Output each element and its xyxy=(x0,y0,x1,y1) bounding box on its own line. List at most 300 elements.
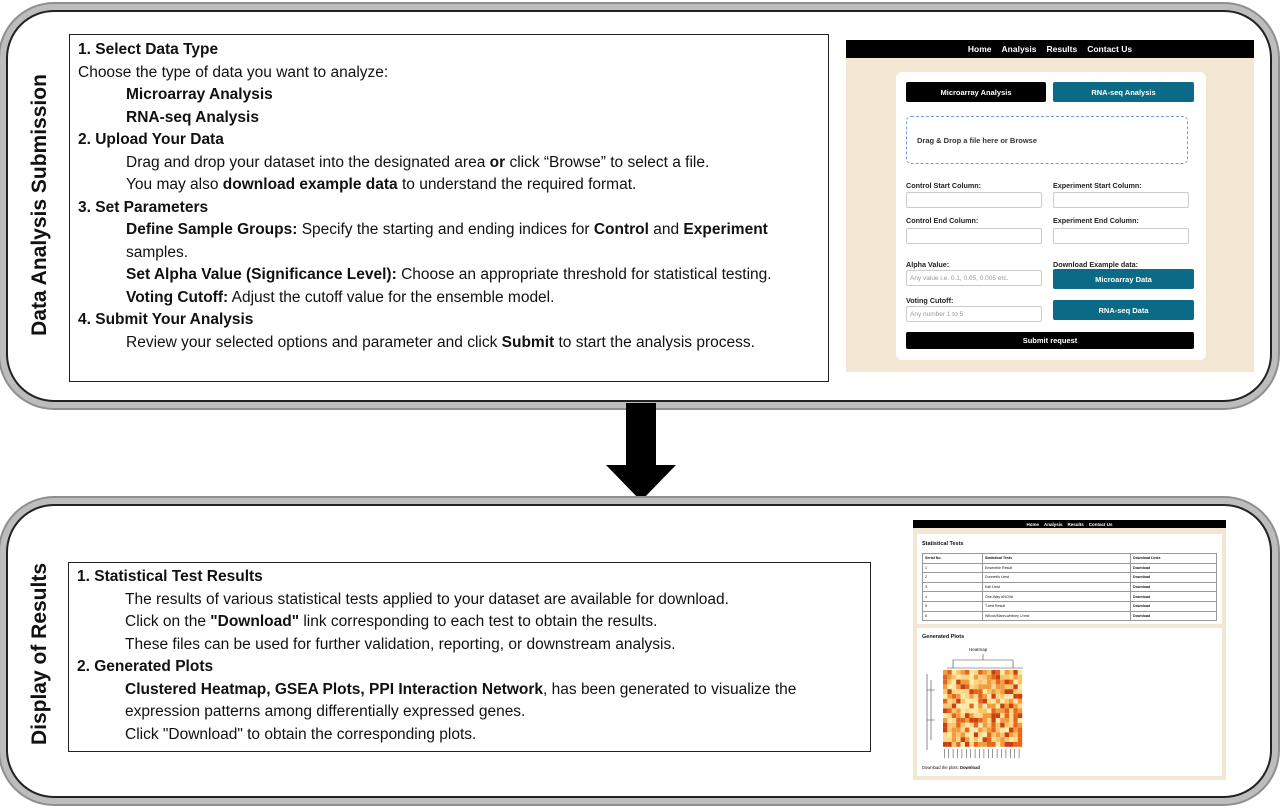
heatmap-cell xyxy=(987,728,991,733)
heatmap-cell xyxy=(1013,713,1017,718)
heatmap-cell xyxy=(969,699,973,704)
option-microarray: Microarray Analysis xyxy=(126,86,273,103)
plots-title: Generated Plots xyxy=(922,634,965,640)
heatmap-cell xyxy=(1018,732,1022,737)
heatmap-column-label xyxy=(1014,749,1015,758)
heatmap-cell xyxy=(1013,742,1017,747)
heatmap-cell xyxy=(1009,742,1013,747)
heatmap-cell xyxy=(961,684,965,689)
heatmap-cell xyxy=(952,728,956,733)
heatmap-image xyxy=(923,650,1038,760)
upload-line-1: Drag and drop your dataset into the designated area or click “Browse” to select a file. xyxy=(126,153,710,171)
heatmap-cell xyxy=(969,737,973,742)
download-link[interactable]: Download xyxy=(1131,601,1217,611)
sample-groups-text: Define Sample Groups: Specify the starting and ending indices for Control and Experiment samples. xyxy=(126,221,768,261)
heatmap-cell xyxy=(943,728,947,733)
heatmap-cell xyxy=(991,704,995,709)
heatmap-cell xyxy=(1000,670,1004,675)
heatmap-cell xyxy=(1005,737,1009,742)
file-dropzone[interactable]: Drag & Drop a file here or Browse xyxy=(906,116,1188,164)
heatmap-cell xyxy=(1018,699,1022,704)
heatmap-cell xyxy=(952,694,956,699)
heatmap-cell xyxy=(952,742,956,747)
heatmap-cell xyxy=(952,670,956,675)
panel-title-submission: Data Analysis Submission xyxy=(28,74,51,336)
heatmap-cell xyxy=(1009,713,1013,718)
heatmap-cell xyxy=(965,675,969,680)
heatmap-cell xyxy=(991,728,995,733)
stat-tests-table xyxy=(922,553,1217,621)
heatmap-cell xyxy=(996,694,1000,699)
heatmap-cell xyxy=(983,713,987,718)
table-row: 4 One-Way ANOVA Download xyxy=(923,592,1217,602)
heatmap-cell xyxy=(996,680,1000,685)
heatmap-cell xyxy=(965,713,969,718)
rnaseq-tab-button[interactable]: RNA-seq Analysis xyxy=(1053,82,1194,102)
heatmap-cell xyxy=(991,694,995,699)
heatmap-cell xyxy=(956,718,960,723)
down-arrow-icon xyxy=(606,403,676,503)
heatmap-cell xyxy=(943,737,947,742)
heatmap-cell xyxy=(991,723,995,728)
heatmap-cell xyxy=(1000,728,1004,733)
heatmap-cell xyxy=(1018,737,1022,742)
heatmap-cell xyxy=(1000,708,1004,713)
heatmap-cell xyxy=(961,723,965,728)
heatmap-cell xyxy=(965,694,969,699)
heatmap-cell xyxy=(956,675,960,680)
experiment-end-input[interactable] xyxy=(1053,228,1189,244)
heatmap-cell xyxy=(1000,713,1004,718)
results-line-1: The results of various statistical tests applied to your dataset are available for download. xyxy=(125,590,729,608)
rnaseq-data-button[interactable]: RNA-seq Data xyxy=(1053,300,1194,320)
heatmap-cell xyxy=(1018,742,1022,747)
heatmap-column-label xyxy=(966,749,967,758)
table-row: 1 Ensemble Result Download xyxy=(923,563,1217,573)
heatmap-cell xyxy=(961,699,965,704)
heatmap-cell xyxy=(983,732,987,737)
control-start-input[interactable] xyxy=(906,192,1042,208)
heatmap-cell xyxy=(974,680,978,685)
heatmap-cell xyxy=(987,713,991,718)
heatmap-cell xyxy=(969,728,973,733)
results-screenshot xyxy=(913,520,1226,780)
heatmap-cell xyxy=(978,737,982,742)
heatmap-cell xyxy=(987,675,991,680)
heatmap-column-label xyxy=(988,749,989,758)
nav-results[interactable]: Results xyxy=(1067,521,1084,527)
heatmap-cell xyxy=(978,694,982,699)
heatmap-cell xyxy=(1009,675,1013,680)
heatmap-cell xyxy=(991,718,995,723)
heatmap-cell xyxy=(996,704,1000,709)
heatmap-cell xyxy=(1005,680,1009,685)
heatmap-column-label xyxy=(975,749,976,758)
heatmap-cell xyxy=(983,742,987,747)
heatmap-cell xyxy=(996,742,1000,747)
heatmap-cell xyxy=(996,737,1000,742)
heatmap-cell xyxy=(1009,732,1013,737)
heatmap-cell xyxy=(956,694,960,699)
heatmap-cell xyxy=(969,713,973,718)
heatmap-column-label xyxy=(953,749,954,758)
heatmap-cell xyxy=(978,708,982,713)
heatmap-cell xyxy=(947,723,951,728)
heatmap-cell xyxy=(996,684,1000,689)
heatmap-cell xyxy=(978,689,982,694)
heatmap-cell xyxy=(1013,718,1017,723)
heatmap-cell xyxy=(947,684,951,689)
heatmap-cell xyxy=(996,713,1000,718)
heatmap-cell xyxy=(987,723,991,728)
form-screenshot xyxy=(846,40,1254,372)
heatmap-cell xyxy=(947,732,951,737)
generated-plots-card xyxy=(917,628,1222,776)
download-plots-text: Download the plots: Download xyxy=(922,765,980,770)
heatmap-cell xyxy=(991,699,995,704)
heatmap-cell xyxy=(1018,680,1022,685)
heatmap-cell xyxy=(961,670,965,675)
heatmap-cell xyxy=(961,708,965,713)
heatmap-cell xyxy=(974,737,978,742)
heatmap-column-label xyxy=(984,749,985,758)
heatmap-cell xyxy=(1013,737,1017,742)
col-download: Download Links xyxy=(1131,554,1217,564)
heatmap-cell xyxy=(1018,723,1022,728)
table-row: 3 Kall t-test Download xyxy=(923,582,1217,592)
heatmap-cell xyxy=(1013,694,1017,699)
heatmap-cell xyxy=(1005,670,1009,675)
heatmap-column-label xyxy=(1006,749,1007,758)
download-link[interactable]: Download xyxy=(1131,563,1217,573)
heatmap-cell xyxy=(947,670,951,675)
heatmap-cell xyxy=(947,694,951,699)
heatmap-cell xyxy=(961,713,965,718)
statistical-tests-card xyxy=(917,534,1222,624)
heatmap-cell xyxy=(1000,675,1004,680)
heatmap-cell xyxy=(983,699,987,704)
heatmap-cell xyxy=(943,732,947,737)
heatmap-cell xyxy=(1009,737,1013,742)
heatmap-cell xyxy=(978,684,982,689)
heatmap-cell xyxy=(965,689,969,694)
heatmap-cell xyxy=(991,684,995,689)
heatmap-cell xyxy=(1009,689,1013,694)
submission-instructions xyxy=(69,34,829,382)
heatmap-cell xyxy=(943,699,947,704)
nav-results[interactable]: Results xyxy=(1046,44,1078,54)
heatmap-cell xyxy=(956,723,960,728)
heatmap-cell xyxy=(969,694,973,699)
heatmap-cell xyxy=(1000,699,1004,704)
table-row: 5 T-test Result Download xyxy=(923,601,1217,611)
heatmap-cell xyxy=(991,680,995,685)
nav-analysis[interactable]: Analysis xyxy=(1043,521,1063,527)
heatmap-cell xyxy=(952,708,956,713)
heatmap-cell xyxy=(996,699,1000,704)
heatmap-cell xyxy=(978,704,982,709)
heatmap-cell xyxy=(978,728,982,733)
heatmap-cell xyxy=(956,684,960,689)
heatmap-cell xyxy=(952,723,956,728)
heatmap-cell xyxy=(974,675,978,680)
heatmap-cell xyxy=(1000,737,1004,742)
heatmap-cell xyxy=(1018,713,1022,718)
heatmap-cell xyxy=(978,675,982,680)
heatmap-cell xyxy=(991,708,995,713)
plots-line-3: Click "Download" to obtain the corresponding plots. xyxy=(125,725,477,743)
voting-input[interactable]: Any number 1 to 5 xyxy=(906,306,1042,322)
heatmap-cell xyxy=(983,675,987,680)
heatmap-column-label xyxy=(962,749,963,758)
heatmap-cell xyxy=(969,689,973,694)
voting-label: Voting Cutoff: xyxy=(906,296,954,305)
experiment-end-label: Experiment End Column: xyxy=(1053,216,1139,225)
download-link[interactable]: Download xyxy=(1131,573,1217,583)
col-tests: Statistical Tests xyxy=(983,554,1131,564)
heatmap-cell xyxy=(956,680,960,685)
nav-contact[interactable]: Contact Us xyxy=(1087,44,1133,54)
heatmap-cell xyxy=(1005,728,1009,733)
heatmap-cell xyxy=(956,742,960,747)
heatmap-cell xyxy=(1013,684,1017,689)
stat-tests-title: Statistical Tests xyxy=(922,541,964,547)
heatmap-cell xyxy=(978,699,982,704)
submit-request-button[interactable]: Submit request xyxy=(906,332,1194,349)
col-serial: Serial No. xyxy=(923,554,983,564)
heatmap-cell xyxy=(1005,723,1009,728)
heatmap-cell xyxy=(974,728,978,733)
heatmap-cell xyxy=(943,723,947,728)
heatmap-cell xyxy=(983,694,987,699)
heatmap-column-label xyxy=(1001,749,1002,758)
heatmap-cell xyxy=(1000,718,1004,723)
heatmap-cell xyxy=(952,680,956,685)
table-row: 2 Dunnett's t-test Download xyxy=(923,573,1217,583)
download-link[interactable]: Download xyxy=(1131,592,1217,602)
heatmap-cell xyxy=(987,684,991,689)
heatmap-cell xyxy=(969,723,973,728)
heatmap-cell xyxy=(987,699,991,704)
step-heading: 3. Set Parameters xyxy=(78,198,209,216)
heatmap-cell xyxy=(947,708,951,713)
heatmap-cell xyxy=(952,718,956,723)
heatmap-cell xyxy=(1005,718,1009,723)
heatmap-cell xyxy=(952,689,956,694)
heatmap-cell xyxy=(1018,708,1022,713)
heatmap-cell xyxy=(996,728,1000,733)
heatmap-cell xyxy=(965,670,969,675)
step-heading: 4. Submit Your Analysis xyxy=(78,311,254,328)
nav-home[interactable]: Home xyxy=(1026,521,1039,527)
microarray-tab-button[interactable]: Microarray Analysis xyxy=(906,82,1046,102)
heatmap-cell xyxy=(952,675,956,680)
heatmap-cell xyxy=(1018,689,1022,694)
heatmap-cell xyxy=(1009,670,1013,675)
download-plots-link[interactable]: Download xyxy=(959,765,980,770)
download-link[interactable]: Download xyxy=(1131,582,1217,592)
heatmap-cell xyxy=(943,684,947,689)
heatmap-cell xyxy=(969,675,973,680)
heatmap-cell xyxy=(991,732,995,737)
heatmap-cell xyxy=(952,713,956,718)
step-heading: 2. Upload Your Data xyxy=(78,131,224,148)
heatmap-cell xyxy=(974,684,978,689)
heatmap-cell xyxy=(947,718,951,723)
heatmap-cell xyxy=(1018,728,1022,733)
heatmap-cell xyxy=(1013,708,1017,713)
section-heading: 2. Generated Plots xyxy=(77,658,214,675)
heatmap-cell xyxy=(947,728,951,733)
download-example-label: Download Example data: xyxy=(1053,260,1139,269)
heatmap-cell xyxy=(1000,723,1004,728)
heatmap-cell xyxy=(947,713,951,718)
heatmap-cell xyxy=(996,689,1000,694)
panel-title-results: Display of Results xyxy=(28,562,51,746)
heatmap-cell xyxy=(956,728,960,733)
heatmap-cell xyxy=(956,704,960,709)
alpha-input[interactable]: Any value i.e. 0.1, 0.05, 0.005 etc. xyxy=(906,270,1042,286)
heatmap-cell xyxy=(943,689,947,694)
heatmap-cell xyxy=(965,708,969,713)
heatmap-cell xyxy=(965,684,969,689)
heatmap-cell xyxy=(983,737,987,742)
heatmap-cell xyxy=(947,680,951,685)
heatmap-cell xyxy=(1000,732,1004,737)
results-line-3: These files can be used for further validation, reporting, or downstream analysis. xyxy=(125,635,676,653)
heatmap-cell xyxy=(952,737,956,742)
heatmap-cell xyxy=(1000,742,1004,747)
alpha-text: Set Alpha Value (Significance Level): Choose an appropriate threshold for statistical testing. xyxy=(126,266,772,283)
heatmap-cell xyxy=(983,704,987,709)
heatmap-cell xyxy=(969,680,973,685)
heatmap-cell xyxy=(965,737,969,742)
heatmap-cell xyxy=(1005,689,1009,694)
heatmap-cell xyxy=(947,675,951,680)
heatmap-cell xyxy=(978,723,982,728)
heatmap-cell xyxy=(1005,675,1009,680)
heatmap-cell xyxy=(996,675,1000,680)
submit-text: Review your selected options and parameter and click Submit to start the analysis process. xyxy=(126,333,755,351)
step-heading: 1. Select Data Type xyxy=(78,41,219,58)
heatmap-column-label xyxy=(948,749,949,758)
heatmap-cell xyxy=(974,689,978,694)
heatmap-column-label xyxy=(957,749,958,758)
download-link[interactable]: Download xyxy=(1131,611,1217,621)
heatmap-cell xyxy=(961,694,965,699)
nav-home[interactable]: Home xyxy=(967,44,992,54)
heatmap-cell xyxy=(991,689,995,694)
heatmap-cell xyxy=(1009,684,1013,689)
heatmap-cell xyxy=(1009,708,1013,713)
heatmap-cell xyxy=(983,670,987,675)
heatmap-cell xyxy=(1018,675,1022,680)
heatmap-cell xyxy=(1013,670,1017,675)
heatmap-column-label xyxy=(970,749,971,758)
heatmap-column-label xyxy=(1010,749,1011,758)
heatmap-cell xyxy=(1005,732,1009,737)
heatmap-cell xyxy=(1009,694,1013,699)
heatmap-cell xyxy=(996,732,1000,737)
heatmap-cell xyxy=(987,742,991,747)
heatmap-cell xyxy=(1005,708,1009,713)
heatmap-column-label xyxy=(1019,749,1020,758)
results-line-2: Click on the "Download" link corresponding to each test to obtain the results. xyxy=(125,613,658,630)
heatmap-cell xyxy=(983,684,987,689)
heatmap-cell xyxy=(978,742,982,747)
nav-contact[interactable]: Contact Us xyxy=(1088,521,1113,527)
heatmap-cell xyxy=(1013,675,1017,680)
heatmap-cell xyxy=(1009,718,1013,723)
heatmap-cell xyxy=(1018,670,1022,675)
heatmap-cell xyxy=(974,694,978,699)
heatmap-cell xyxy=(961,728,965,733)
heatmap-cell xyxy=(969,670,973,675)
heatmap-cell xyxy=(987,737,991,742)
control-end-input[interactable] xyxy=(906,228,1042,244)
nav-analysis[interactable]: Analysis xyxy=(1001,44,1037,54)
heatmap-cell xyxy=(943,713,947,718)
heatmap-cell xyxy=(974,732,978,737)
heatmap-cell xyxy=(965,704,969,709)
heatmap-cell xyxy=(987,732,991,737)
heatmap-cell xyxy=(965,718,969,723)
heatmap-cell xyxy=(1000,704,1004,709)
heatmap-cell xyxy=(952,732,956,737)
control-start-label: Control Start Column: xyxy=(906,181,982,190)
heatmap-cell xyxy=(943,742,947,747)
heatmap-cell xyxy=(1005,704,1009,709)
heatmap-cell xyxy=(1000,684,1004,689)
heatmap-cell xyxy=(965,732,969,737)
heatmap-cell xyxy=(965,728,969,733)
heatmap-cell xyxy=(1009,699,1013,704)
heatmap-cell xyxy=(1005,684,1009,689)
heatmap-cell xyxy=(969,732,973,737)
heatmap-cell xyxy=(978,718,982,723)
heatmap-cell xyxy=(987,704,991,709)
heatmap-cell xyxy=(947,704,951,709)
heatmap-cell xyxy=(974,699,978,704)
upload-line-2: You may also download example data to understand the required format. xyxy=(126,176,637,193)
heatmap-cell xyxy=(969,708,973,713)
heatmap-cell xyxy=(983,689,987,694)
step-text: Choose the type of data you want to analyze: xyxy=(78,63,389,81)
heatmap-cell xyxy=(947,689,951,694)
heatmap-column-label xyxy=(992,749,993,758)
heatmap-cell xyxy=(991,742,995,747)
heatmap-cell xyxy=(983,723,987,728)
heatmap-cell xyxy=(952,684,956,689)
heatmap-cell xyxy=(943,718,947,723)
results-instructions xyxy=(68,562,871,752)
heatmap-cell xyxy=(947,737,951,742)
heatmap-cell xyxy=(987,694,991,699)
heatmap-cell xyxy=(996,723,1000,728)
heatmap-cell xyxy=(978,670,982,675)
experiment-start-input[interactable] xyxy=(1053,192,1189,208)
heatmap-cell xyxy=(947,742,951,747)
heatmap-cell xyxy=(961,675,965,680)
form-card xyxy=(896,72,1206,360)
heatmap-cell xyxy=(1009,680,1013,685)
microarray-data-button[interactable]: Microarray Data xyxy=(1053,269,1194,289)
heatmap-cell xyxy=(969,742,973,747)
voting-text: Voting Cutoff: Adjust the cutoff value for the ensemble model. xyxy=(126,288,555,306)
heatmap-cell xyxy=(965,699,969,704)
heatmap-cell xyxy=(974,670,978,675)
heatmap-cell xyxy=(961,704,965,709)
